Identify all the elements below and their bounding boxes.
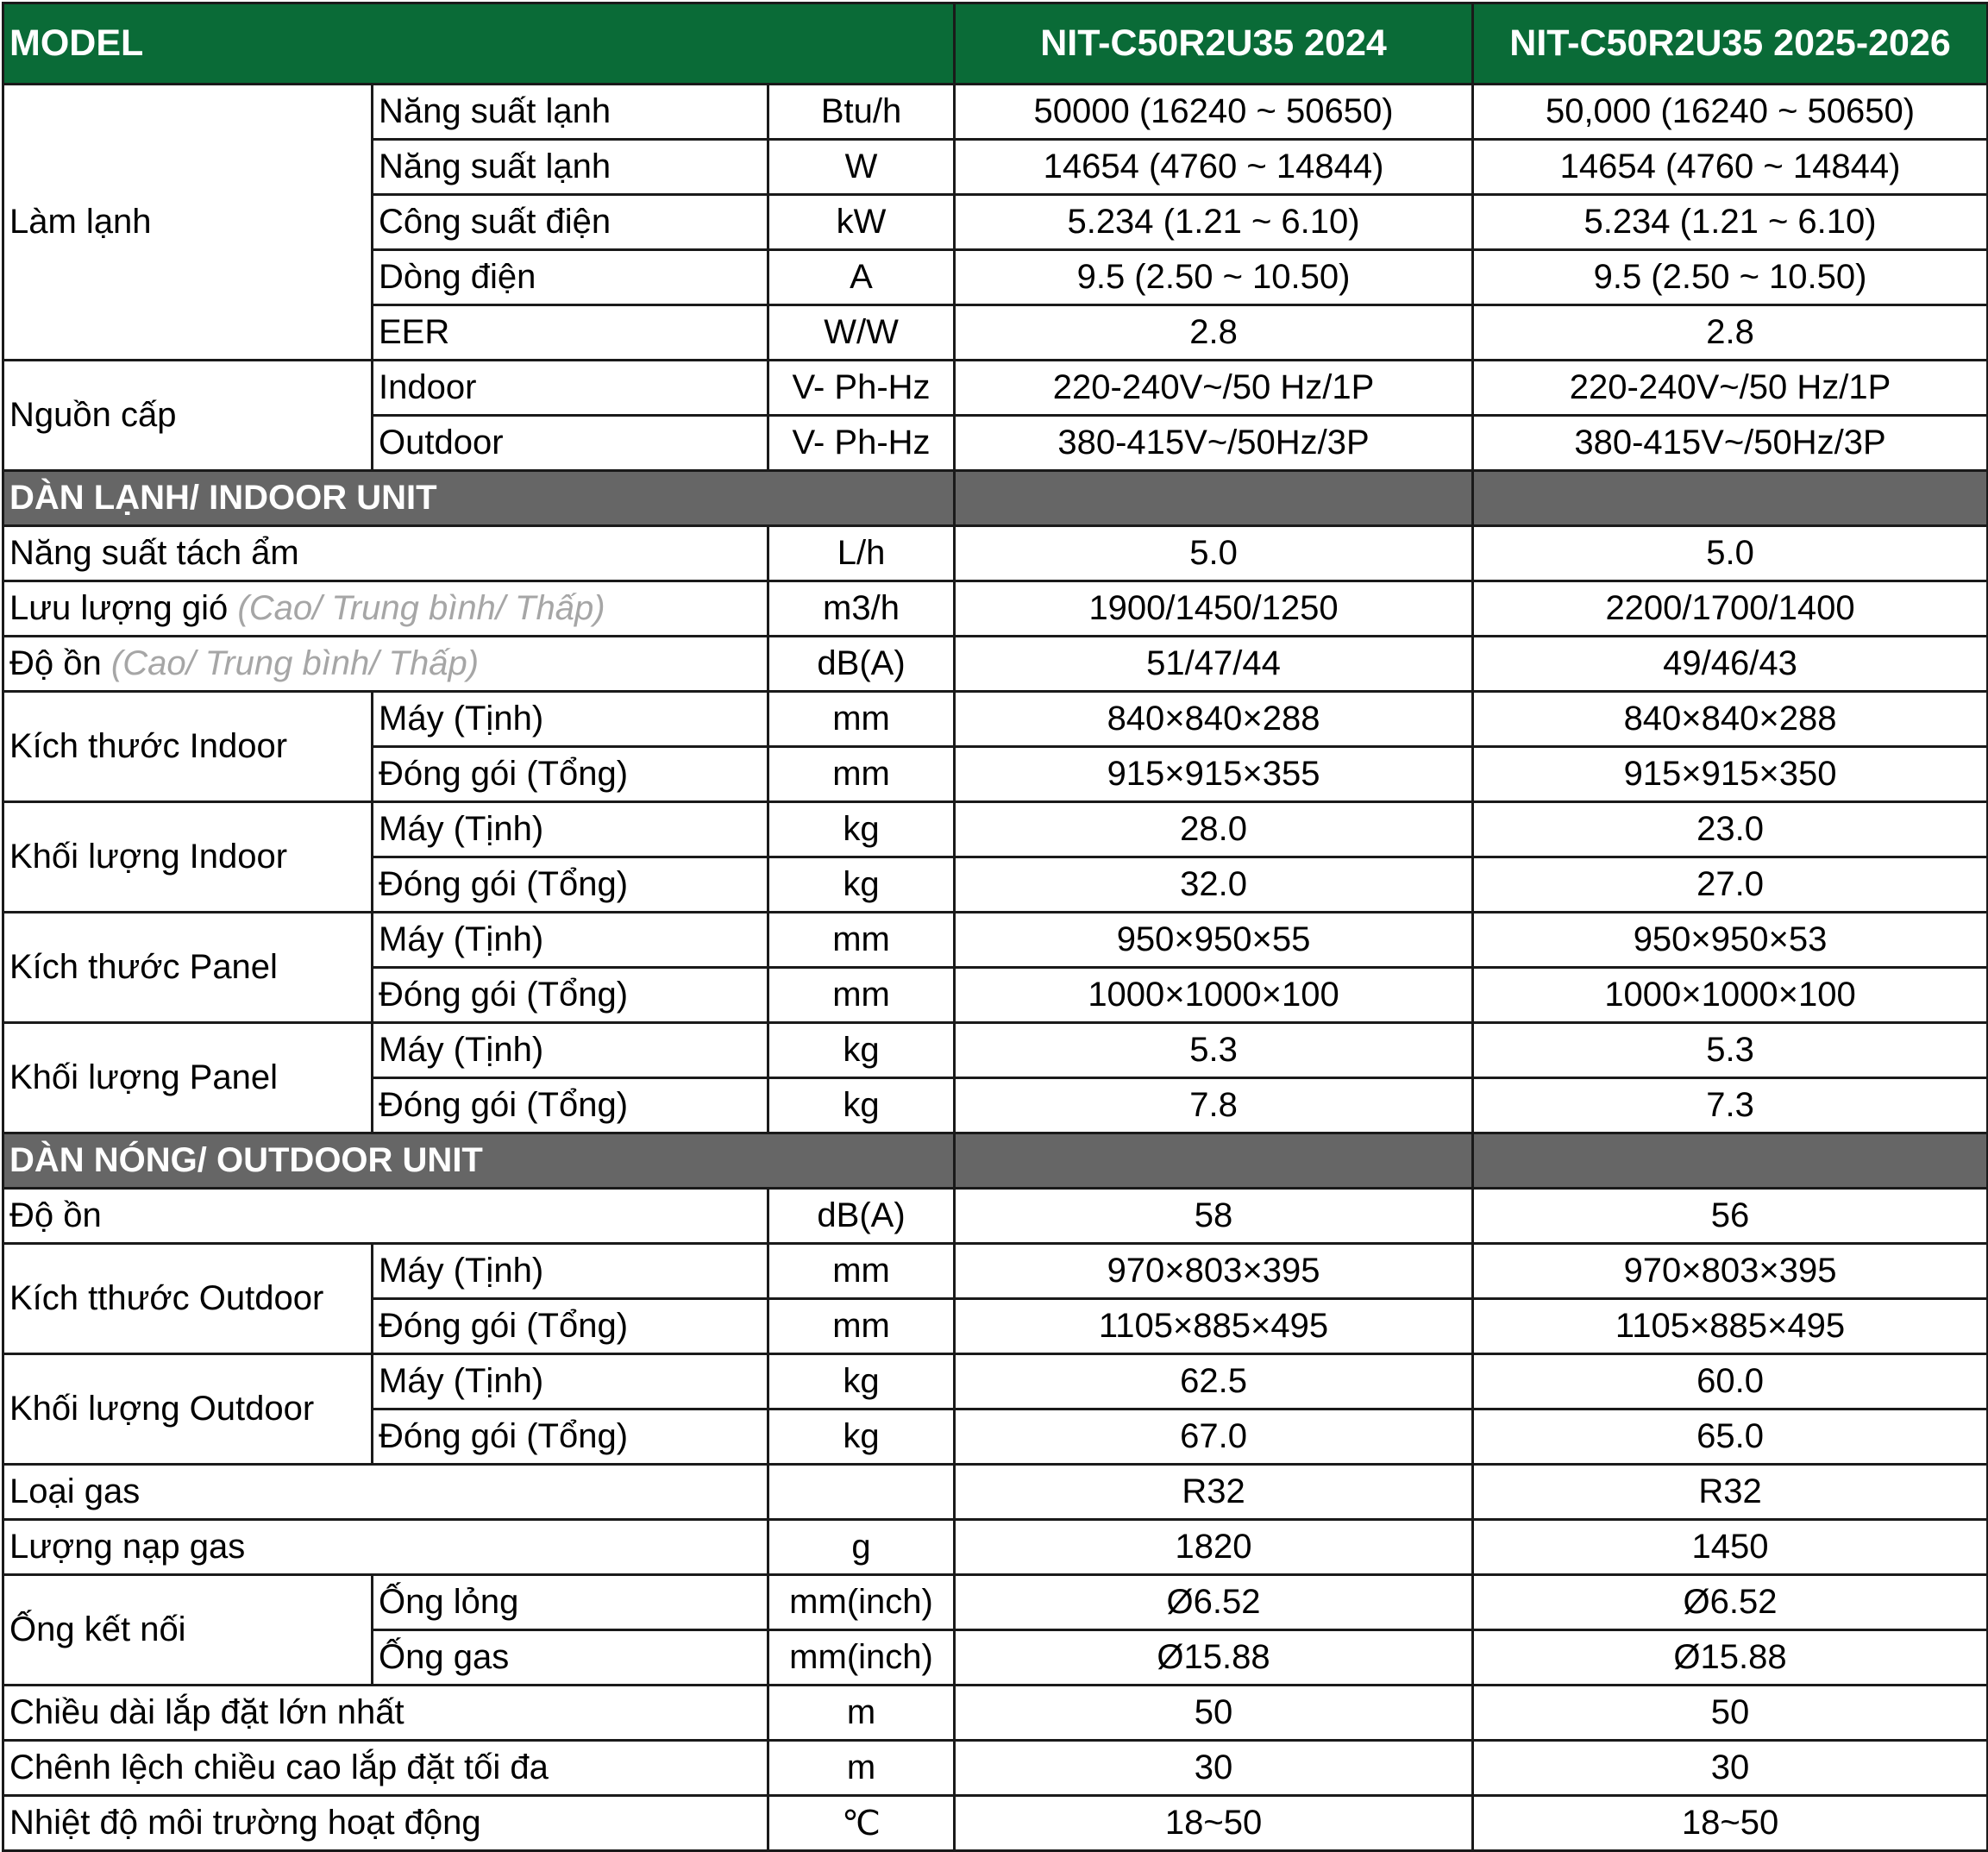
value-2025: 1450: [1473, 1520, 1988, 1575]
value-2024: 1900/1450/1250: [955, 581, 1473, 637]
value-2025: 14654 (4760 ~ 14844): [1473, 140, 1988, 195]
section-row-outdoor: [3, 1133, 1988, 1189]
table-row: [3, 1796, 1988, 1851]
table-row: [3, 692, 1988, 747]
row-label: Đóng gói (Tổng): [373, 1078, 768, 1133]
table-row: [3, 1354, 1988, 1409]
value-2025: 7.3: [1473, 1078, 1988, 1133]
value-2024: 50000 (16240 ~ 50650): [955, 85, 1473, 140]
value-2024: 51/47/44: [955, 637, 1473, 692]
value-2024: 1105×885×495: [955, 1299, 1473, 1354]
value-2024: 28.0: [955, 802, 1473, 857]
row-unit: g: [768, 1520, 955, 1575]
value-2024: 14654 (4760 ~ 14844): [955, 140, 1473, 195]
row-label: Độ ồn: [9, 644, 102, 682]
row-unit: dB(A): [768, 1189, 955, 1244]
row-label: Đóng gói (Tổng): [373, 747, 768, 802]
value-2024: 50: [955, 1686, 1473, 1741]
row-label: Công suất điện: [373, 195, 768, 250]
value-2025: 5.0: [1473, 526, 1988, 581]
group-label: Kích thước Indoor: [3, 692, 373, 802]
table-row: [3, 913, 1988, 968]
value-2025: 220-240V~/50 Hz/1P: [1473, 361, 1988, 416]
value-2025: 5.234 (1.21 ~ 6.10): [1473, 195, 1988, 250]
group-label: Khối lượng Panel: [3, 1023, 373, 1133]
row-unit: V- Ph-Hz: [768, 416, 955, 471]
header-row: [3, 3, 1988, 85]
section-fill: [955, 1133, 1473, 1189]
row-unit: Btu/h: [768, 85, 955, 140]
value-2024: 67.0: [955, 1409, 1473, 1465]
row-unit: mm: [768, 968, 955, 1023]
row-unit: ℃: [768, 1796, 955, 1851]
section-fill: [955, 471, 1473, 526]
row-unit: mm: [768, 747, 955, 802]
value-2025: 915×915×350: [1473, 747, 1988, 802]
value-2025: 380-415V~/50Hz/3P: [1473, 416, 1988, 471]
row-unit: mm: [768, 1244, 955, 1299]
row-unit: [768, 1465, 955, 1520]
value-2025: Ø6.52: [1473, 1575, 1988, 1630]
model-header: MODEL: [3, 3, 955, 85]
row-unit: m: [768, 1686, 955, 1741]
row-label: Nhiệt độ môi trường hoạt động: [3, 1796, 768, 1851]
row-label: Độ ồn: [3, 1189, 768, 1244]
table-row: [3, 1575, 1988, 1630]
row-label: Dòng điện: [373, 250, 768, 305]
value-2024: 9.5 (2.50 ~ 10.50): [955, 250, 1473, 305]
value-2024: 62.5: [955, 1354, 1473, 1409]
table-row: [3, 526, 1988, 581]
value-2025: 950×950×53: [1473, 913, 1988, 968]
row-label: Đóng gói (Tổng): [373, 1299, 768, 1354]
value-2025: Ø15.88: [1473, 1630, 1988, 1686]
table-row: [3, 637, 1988, 692]
value-2024: 2.8: [955, 305, 1473, 361]
value-2024: 18~50: [955, 1796, 1473, 1851]
value-2024: 58: [955, 1189, 1473, 1244]
spec-table: [2, 2, 1988, 1852]
row-unit: mm: [768, 913, 955, 968]
row-label: Đóng gói (Tổng): [373, 968, 768, 1023]
value-2024: 840×840×288: [955, 692, 1473, 747]
group-label: Làm lạnh: [3, 85, 373, 361]
row-label: Máy (Tịnh): [373, 1354, 768, 1409]
value-2025: 5.3: [1473, 1023, 1988, 1078]
value-2024: R32: [955, 1465, 1473, 1520]
value-2024: 1820: [955, 1520, 1473, 1575]
row-unit: mm: [768, 1299, 955, 1354]
group-label: Ống kết nối: [3, 1575, 373, 1686]
model-2025-header: NIT-C50R2U35 2025-2026: [1473, 3, 1988, 85]
row-label: Máy (Tịnh): [373, 692, 768, 747]
row-label-cell: [3, 637, 768, 692]
row-label: Outdoor: [373, 416, 768, 471]
row-unit: kW: [768, 195, 955, 250]
value-2025: 30: [1473, 1741, 1988, 1796]
row-label: Ống lỏng: [373, 1575, 768, 1630]
row-note: (Cao/ Trung bình/ Thấp): [110, 644, 480, 682]
row-unit: A: [768, 250, 955, 305]
section-fill: [1473, 1133, 1988, 1189]
row-unit: kg: [768, 1078, 955, 1133]
value-2024: 1000×1000×100: [955, 968, 1473, 1023]
value-2025: 60.0: [1473, 1354, 1988, 1409]
value-2025: 50: [1473, 1686, 1988, 1741]
section-row-indoor: [3, 471, 1988, 526]
section-title-outdoor: DÀN NÓNG/ OUTDOOR UNIT: [3, 1133, 955, 1189]
row-label: Máy (Tịnh): [373, 802, 768, 857]
row-label: Năng suất lạnh: [373, 85, 768, 140]
group-label: Kích thước Panel: [3, 913, 373, 1023]
table-row: [3, 1686, 1988, 1741]
row-label-cell: [3, 581, 768, 637]
value-2025: 65.0: [1473, 1409, 1988, 1465]
row-label: Đóng gói (Tổng): [373, 1409, 768, 1465]
table-row: [3, 1244, 1988, 1299]
value-2024: 30: [955, 1741, 1473, 1796]
value-2024: 5.0: [955, 526, 1473, 581]
value-2024: 32.0: [955, 857, 1473, 913]
row-unit: kg: [768, 1023, 955, 1078]
value-2024: 7.8: [955, 1078, 1473, 1133]
value-2024: 380-415V~/50Hz/3P: [955, 416, 1473, 471]
row-label: Máy (Tịnh): [373, 1244, 768, 1299]
value-2024: 915×915×355: [955, 747, 1473, 802]
value-2025: 18~50: [1473, 1796, 1988, 1851]
row-label: Năng suất tách ẩm: [3, 526, 768, 581]
row-label: Đóng gói (Tổng): [373, 857, 768, 913]
table-row: [3, 1465, 1988, 1520]
section-title-indoor: DÀN LẠNH/ INDOOR UNIT: [3, 471, 955, 526]
value-2025: 2.8: [1473, 305, 1988, 361]
row-label: Loại gas: [3, 1465, 768, 1520]
value-2024: 5.234 (1.21 ~ 6.10): [955, 195, 1473, 250]
table-row: [3, 1741, 1988, 1796]
value-2025: 2200/1700/1400: [1473, 581, 1988, 637]
value-2025: 840×840×288: [1473, 692, 1988, 747]
value-2025: R32: [1473, 1465, 1988, 1520]
row-unit: kg: [768, 1354, 955, 1409]
row-unit: V- Ph-Hz: [768, 361, 955, 416]
value-2025: 27.0: [1473, 857, 1988, 913]
group-label: Khối lượng Outdoor: [3, 1354, 373, 1465]
row-note: (Cao/ Trung bình/ Thấp): [237, 589, 605, 627]
row-unit: dB(A): [768, 637, 955, 692]
model-2024-header: NIT-C50R2U35 2024: [955, 3, 1473, 85]
row-label: Chiều dài lắp đặt lớn nhất: [3, 1686, 768, 1741]
table-row: [3, 1189, 1988, 1244]
group-label: Kích tthước Outdoor: [3, 1244, 373, 1354]
value-2025: 49/46/43: [1473, 637, 1988, 692]
value-2025: 970×803×395: [1473, 1244, 1988, 1299]
value-2024: 970×803×395: [955, 1244, 1473, 1299]
row-label: Indoor: [373, 361, 768, 416]
row-unit: kg: [768, 857, 955, 913]
value-2025: 56: [1473, 1189, 1988, 1244]
value-2025: 9.5 (2.50 ~ 10.50): [1473, 250, 1988, 305]
row-unit: kg: [768, 1409, 955, 1465]
value-2024: Ø15.88: [955, 1630, 1473, 1686]
section-fill: [1473, 471, 1988, 526]
row-unit: W: [768, 140, 955, 195]
group-label: Nguồn cấp: [3, 361, 373, 471]
value-2024: 950×950×55: [955, 913, 1473, 968]
row-unit: mm(inch): [768, 1630, 955, 1686]
row-unit: kg: [768, 802, 955, 857]
table-row: [3, 1023, 1988, 1078]
value-2024: 5.3: [955, 1023, 1473, 1078]
value-2025: 1105×885×495: [1473, 1299, 1988, 1354]
value-2025: 23.0: [1473, 802, 1988, 857]
row-label: Lượng nạp gas: [3, 1520, 768, 1575]
row-unit: m: [768, 1741, 955, 1796]
row-label: Lưu lượng gió: [9, 589, 229, 627]
table-row: [3, 802, 1988, 857]
table-row: [3, 581, 1988, 637]
row-unit: mm: [768, 692, 955, 747]
row-label: Máy (Tịnh): [373, 1023, 768, 1078]
row-label: Năng suất lạnh: [373, 140, 768, 195]
value-2024: 220-240V~/50 Hz/1P: [955, 361, 1473, 416]
group-label: Khối lượng Indoor: [3, 802, 373, 913]
value-2025: 50,000 (16240 ~ 50650): [1473, 85, 1988, 140]
row-label: Chênh lệch chiều cao lắp đặt tối đa: [3, 1741, 768, 1796]
value-2025: 1000×1000×100: [1473, 968, 1988, 1023]
table-row: [3, 1520, 1988, 1575]
table-row: [3, 85, 1988, 140]
row-label: Ống gas: [373, 1630, 768, 1686]
row-label: EER: [373, 305, 768, 361]
row-label: Máy (Tịnh): [373, 913, 768, 968]
row-unit: L/h: [768, 526, 955, 581]
row-unit: m3/h: [768, 581, 955, 637]
value-2024: Ø6.52: [955, 1575, 1473, 1630]
row-unit: mm(inch): [768, 1575, 955, 1630]
row-unit: W/W: [768, 305, 955, 361]
table-row: [3, 361, 1988, 416]
